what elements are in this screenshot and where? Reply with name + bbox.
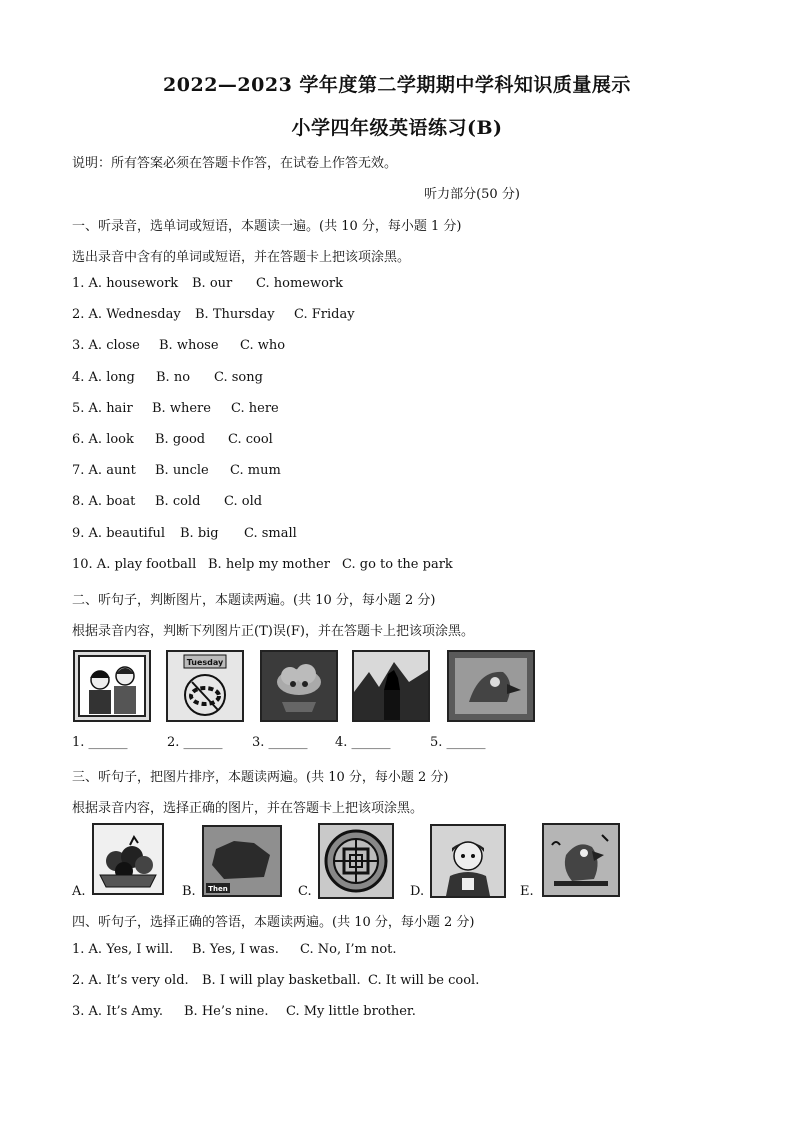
exam-subtitle: 小学四年级英语练习(B)	[291, 117, 503, 139]
option-c: C. who	[240, 338, 286, 354]
option-b: B. big	[180, 525, 219, 541]
option-b: B. good	[155, 432, 206, 447]
option-c: C. song	[214, 369, 263, 385]
option-letter-e: E.	[520, 884, 534, 899]
option-b: B. where	[152, 400, 211, 416]
option-a: 7. A. aunt	[72, 463, 136, 479]
tuesday-label: Tuesday	[186, 658, 224, 667]
option-a: 1. A. Yes, I will.	[72, 942, 174, 957]
option-b: B. no	[156, 369, 191, 385]
option-c: C. small	[244, 525, 297, 541]
option-letter-d: D.	[410, 884, 425, 899]
picture-window-pattern	[318, 823, 394, 899]
option-a: 2. A. It’s very old.	[72, 973, 189, 988]
option-letter-a: A.	[72, 884, 86, 899]
picture-parrot	[542, 823, 620, 897]
picture-cloud-face	[260, 650, 338, 722]
option-a: 1. A. housework	[72, 276, 179, 291]
option-c: C. It will be cool.	[368, 973, 480, 988]
option-letter-c: C.	[298, 884, 312, 899]
option-c: C. homework	[256, 276, 344, 291]
option-c: C. go to the park	[342, 556, 453, 572]
section2-direction: 根据录音内容，判断下列图片正(T)误(F)，并在答题卡上把该项涂黑。	[72, 624, 474, 639]
option-a: 3. A. close	[72, 338, 140, 354]
section3-direction: 根据录音内容，选择正确的图片，并在答题卡上把该项涂黑。	[72, 801, 424, 816]
option-a: 9. A. beautiful	[72, 525, 166, 541]
section3-title: 三、听句子，把图片排序，本题读两遍。(共 10 分，每小题 2 分)	[72, 770, 449, 785]
option-a: 10. A. play football	[72, 556, 197, 572]
option-b: B. cold	[155, 494, 201, 510]
section1-title: 一、听录音，选单词或短语，本题读一遍。(共 10 分，每小题 1 分)	[72, 219, 462, 234]
option-b: B. help my mother	[208, 556, 330, 572]
answer-blank: 4. ______	[335, 735, 391, 750]
option-a: 8. A. boat	[72, 494, 136, 510]
instructions: 说明：所有答案必须在答题卡作答，在试卷上作答无效。	[72, 156, 398, 171]
option-c: C. cool	[228, 432, 273, 447]
option-a: 6. A. look	[72, 432, 134, 447]
picture-fruit-basket	[92, 823, 164, 895]
then-label: Then	[208, 885, 228, 893]
option-c: C. My little brother.	[286, 1004, 416, 1019]
option-b: B. our	[192, 276, 233, 291]
picture-statue	[352, 650, 430, 722]
option-b: B. He’s nine.	[184, 1004, 269, 1019]
section1-direction: 选出录音中含有的单词或短语，并在答题卡上把该项涂黑。	[72, 250, 411, 265]
option-c: C. old	[224, 494, 263, 510]
section2-title: 二、听句子，判断图片，本题读两遍。(共 10 分，每小题 2 分)	[72, 593, 436, 608]
picture-bird-sketch	[447, 650, 535, 722]
section4-title: 四、听句子，选择正确的答语，本题读两遍。(共 10 分，每小题 2 分)	[72, 915, 475, 930]
picture-dish-then	[202, 825, 282, 897]
listening-heading: 听力部分(50 分)	[424, 187, 520, 202]
option-c: C. Friday	[294, 307, 355, 323]
picture-couple	[73, 650, 151, 722]
option-b: B. Thursday	[195, 307, 275, 323]
option-b: B. Yes, I was.	[192, 942, 279, 957]
answer-blank: 1. ______	[72, 735, 128, 750]
option-c: C. mum	[230, 463, 281, 479]
picture-tuesday-swim-ring	[166, 650, 244, 722]
option-letter-b: B.	[182, 884, 196, 899]
option-a: 4. A. long	[72, 369, 135, 385]
answer-blank: 2. ______	[167, 735, 223, 750]
exam-title: 2022—2023 学年度第二学期期中学科知识质量展示	[163, 74, 631, 96]
option-b: B. uncle	[155, 463, 209, 479]
option-b: B. I will play basketball.	[202, 973, 361, 988]
answer-blank: 5. ______	[430, 735, 486, 750]
picture-boy	[430, 824, 506, 898]
option-a: 2. A. Wednesday	[72, 307, 181, 323]
option-a: 5. A. hair	[72, 400, 133, 416]
option-c: C. here	[231, 400, 279, 416]
option-b: B. whose	[159, 338, 219, 354]
option-c: C. No, I’m not.	[300, 942, 397, 957]
answer-blank: 3. ______	[252, 735, 308, 750]
option-a: 3. A. It’s Amy.	[72, 1004, 163, 1019]
